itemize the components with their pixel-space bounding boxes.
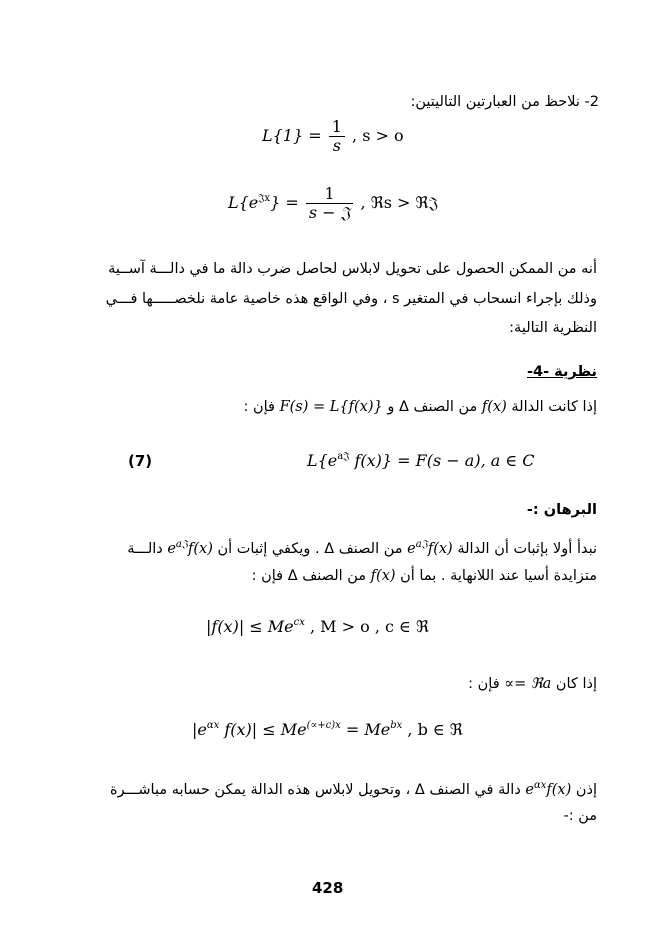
- formula1-numerator: 1: [329, 118, 345, 137]
- inequality2: [192, 720, 463, 740]
- proof-line2: [252, 566, 597, 586]
- formula1-condition: , s > o: [352, 126, 404, 145]
- equation7: [307, 451, 535, 471]
- proof-line1-b: من الصنف Δ . ويكفي إثبات أن: [217, 540, 403, 557]
- formula2-fraction: [306, 185, 354, 222]
- if-statement-math: ∝= ℜa: [504, 676, 552, 692]
- page-number: 428: [312, 879, 344, 897]
- proof-line2-math: f(x): [370, 568, 396, 584]
- paragraph1-line1: أنه من الممكن الحصول على تحويل لابلاس لحاصل ضرب دالة ما في دالـــة آســية: [108, 261, 597, 277]
- equation7-exponent: a𝔍: [337, 451, 350, 462]
- equation7-number: (7): [128, 452, 153, 470]
- formula2-denominator: s − 𝔍: [308, 203, 351, 222]
- conclusion-line1: [110, 776, 597, 800]
- inequality1: [206, 617, 429, 637]
- inequality2-exp2: (∝+c)x: [306, 720, 341, 731]
- conclusion-line1-math: $e^{\alpha x}f(x)$: [525, 780, 572, 798]
- proof-line1: [127, 535, 597, 559]
- conclusion-line1-a: إذن: [575, 781, 597, 798]
- inequality2-part2: f(x)| ≤ Me: [219, 720, 307, 739]
- formula1-fraction: [329, 118, 345, 155]
- formula2-numerator: 1: [306, 185, 354, 204]
- if-statement-prefix: إذا كان: [555, 676, 597, 692]
- formula1-lhs: L{1} =: [262, 126, 322, 145]
- formula2-lhs-exponent: 𝔍x: [258, 193, 271, 204]
- if-statement: [468, 674, 597, 694]
- inequality1-exponent: cx: [293, 617, 305, 628]
- inequality2-conditions: , b ∈ ℜ: [407, 720, 463, 739]
- inequality1-text: |f(x)| ≤ Me: [206, 617, 294, 636]
- section-intro: 2- نلاحظ من العبارتين التاليتين:: [410, 94, 599, 110]
- inequality2-part1: |e: [192, 720, 207, 739]
- formula2-condition: , ℜs > ℜ𝔍: [360, 193, 439, 212]
- proof-line1-a: نبدأ أولا بإثبات أن الدالة: [457, 540, 597, 557]
- conclusion-line2: من :-: [563, 808, 597, 824]
- conclusion-line1-b: دالة في الصنف Δ ، وتحويل لابلاس هذه الدالة يمكن حسابه مباشـــرة: [110, 781, 521, 798]
- formula2-lhs-start: L{e: [228, 193, 259, 212]
- proof-title: البرهان :-: [526, 502, 597, 518]
- formula-laplace-of-one: [262, 118, 404, 155]
- proof-line2-b: من الصنف Δ فإن :: [251, 568, 367, 584]
- proof-line1-math1: $e^{a𝔍}f(x)$: [407, 539, 453, 557]
- theorem-statement-fx: f(x): [481, 399, 507, 415]
- theorem-statement-prefix: إذا كانت الدالة: [511, 399, 597, 415]
- proof-line1-math2: $e^{a𝔍}f(x)$: [167, 539, 213, 557]
- inequality2-exp1: αx: [206, 720, 220, 731]
- proof-line1-c: دالـــة: [127, 540, 163, 557]
- equation7-lhs-end: f(x)} = F(s − a), a ∈ C: [349, 451, 535, 470]
- formula-laplace-of-exponential: [228, 185, 438, 222]
- theorem-statement-suffix: فإن :: [243, 399, 275, 415]
- proof-line2-a: متزايدة أسيا عند اللانهاية . بما أن: [400, 568, 597, 584]
- theorem-statement-formula: F(s) = L{f(x)}: [279, 399, 383, 415]
- equation7-lhs-start: L{e: [307, 451, 338, 470]
- inequality2-exp3: bx: [390, 720, 403, 731]
- theorem-title: نظرية -4-: [526, 364, 597, 380]
- paragraph1-line3: النظرية التالية:: [509, 320, 597, 336]
- formula1-denominator: s: [332, 136, 341, 155]
- if-statement-suffix: فإن :: [468, 676, 500, 692]
- theorem-statement: [243, 397, 597, 417]
- formula2-lhs-end: } =: [270, 193, 299, 212]
- inequality2-part3: = Me: [340, 720, 391, 739]
- theorem-statement-middle: من الصنف Δ و: [387, 399, 478, 415]
- inequality1-conditions: , M > o , c ∈ ℜ: [309, 617, 430, 636]
- paragraph1-line2: وذلك بإجراء انسحاب في المتغير s ، وفي الواقع هذه خاصية عامة نلخصـــــها فـــي: [105, 291, 597, 307]
